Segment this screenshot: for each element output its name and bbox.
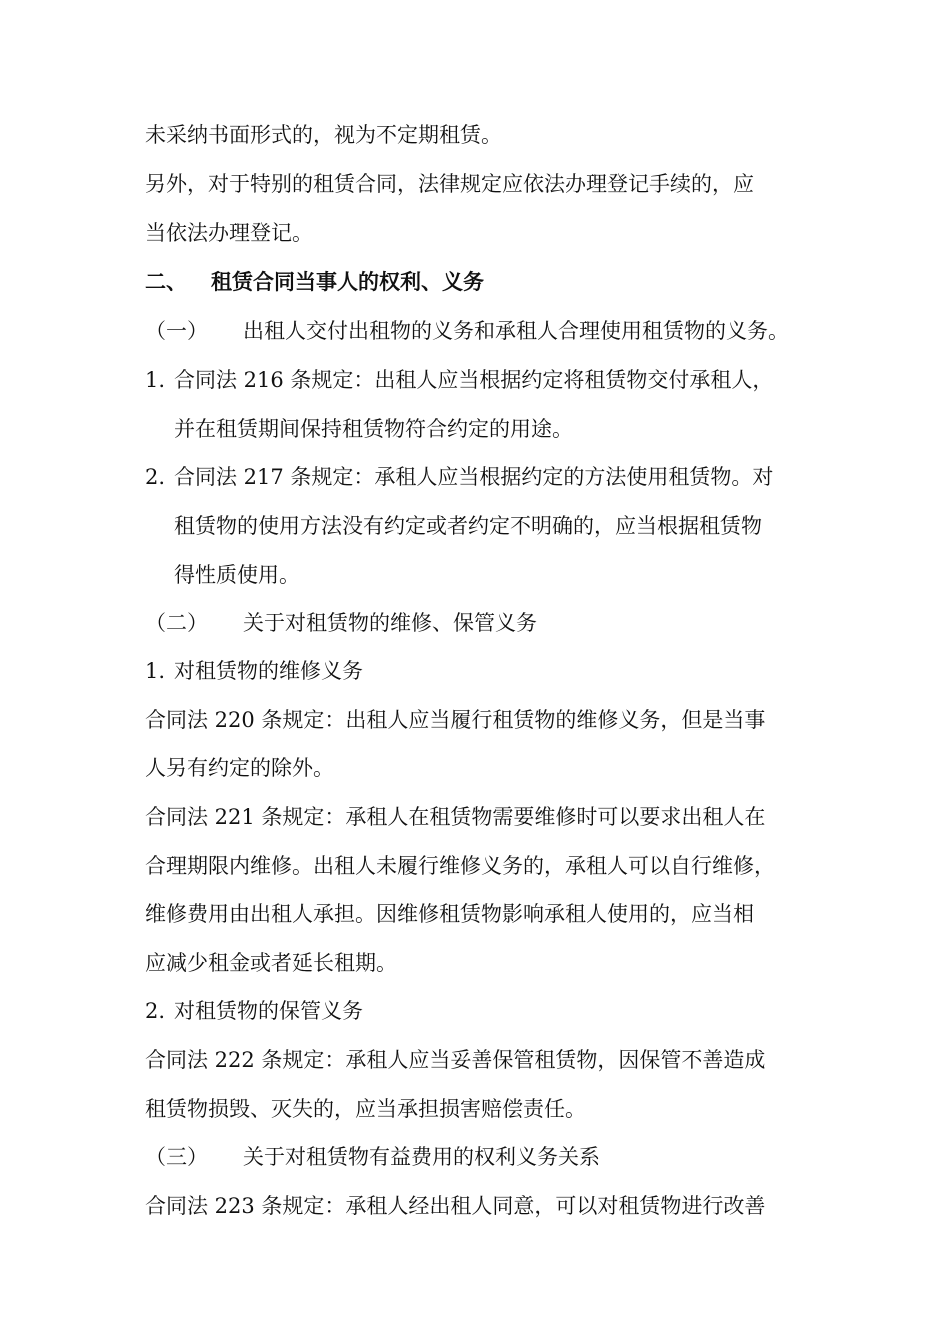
paragraph-line: 未采纳书面形式的，视为不定期租赁。 — [145, 123, 502, 147]
subsection-number: （三） — [145, 1145, 208, 1169]
list-item — [145, 462, 773, 492]
list-number: 1. — [145, 368, 166, 392]
subsection-number: （一） — [145, 319, 208, 343]
list-item — [145, 996, 363, 1026]
subsection-text: 关于对租赁物的维修、保管义务 — [243, 611, 537, 635]
heading-number: 二、 — [145, 269, 187, 294]
paragraph-line: 另外，对于特别的租赁合同，法律规定应依法办理登记手续的，应 — [145, 172, 754, 196]
list-text: 合同法 217 条规定：承租人应当根据约定的方法使用租赁物。对 — [174, 465, 774, 489]
list-item — [145, 365, 773, 395]
list-continuation: 得性质使用。 — [174, 563, 300, 587]
paragraph-line: 合同法 220 条规定：出租人应当履行租赁物的维修义务，但是当事 — [145, 708, 766, 732]
list-continuation: 租赁物的使用方法没有约定或者约定不明确的，应当根据租赁物 — [174, 514, 762, 538]
subsection-text: 出租人交付出租物的义务和承租人合理使用租赁物的义务。 — [243, 319, 789, 343]
paragraph-line: 当依法办理登记。 — [145, 221, 313, 245]
paragraph-line: 维修费用由出租人承担。因维修租赁物影响承租人使用的，应当相 — [145, 902, 754, 926]
list-text: 对租赁物的保管义务 — [174, 999, 363, 1023]
subsection-heading — [145, 316, 789, 346]
list-continuation: 并在租赁期间保持租赁物符合约定的用途。 — [174, 417, 573, 441]
list-number: 2. — [145, 999, 166, 1023]
list-number: 2. — [145, 465, 166, 489]
list-text: 合同法 216 条规定：出租人应当根据约定将租赁物交付承租人， — [174, 368, 774, 392]
section-heading — [145, 267, 484, 297]
paragraph-line: 合同法 221 条规定：承租人在租赁物需要维修时可以要求出租人在 — [145, 805, 766, 829]
paragraph-line: 合同法 222 条规定：承租人应当妥善保管租赁物，因保管不善造成 — [145, 1048, 766, 1072]
heading-text: 租赁合同当事人的权利、义务 — [211, 269, 484, 294]
paragraph-line: 合同法 223 条规定：承租人经出租人同意，可以对租赁物进行改善 — [145, 1194, 766, 1218]
paragraph-line: 租赁物损毁、灭失的，应当承担损害赔偿责任。 — [145, 1097, 586, 1121]
subsection-heading — [145, 1142, 600, 1172]
subsection-heading — [145, 608, 537, 638]
paragraph-line: 合理期限内维修。出租人未履行维修义务的，承租人可以自行维修， — [145, 854, 775, 878]
list-text: 对租赁物的维修义务 — [174, 659, 363, 683]
subsection-number: （二） — [145, 611, 208, 635]
paragraph-line: 人另有约定的除外。 — [145, 756, 334, 780]
paragraph-line: 应减少租金或者延长租期。 — [145, 951, 397, 975]
subsection-text: 关于对租赁物有益费用的权利义务关系 — [243, 1145, 600, 1169]
list-number: 1. — [145, 659, 166, 683]
list-item — [145, 656, 363, 686]
